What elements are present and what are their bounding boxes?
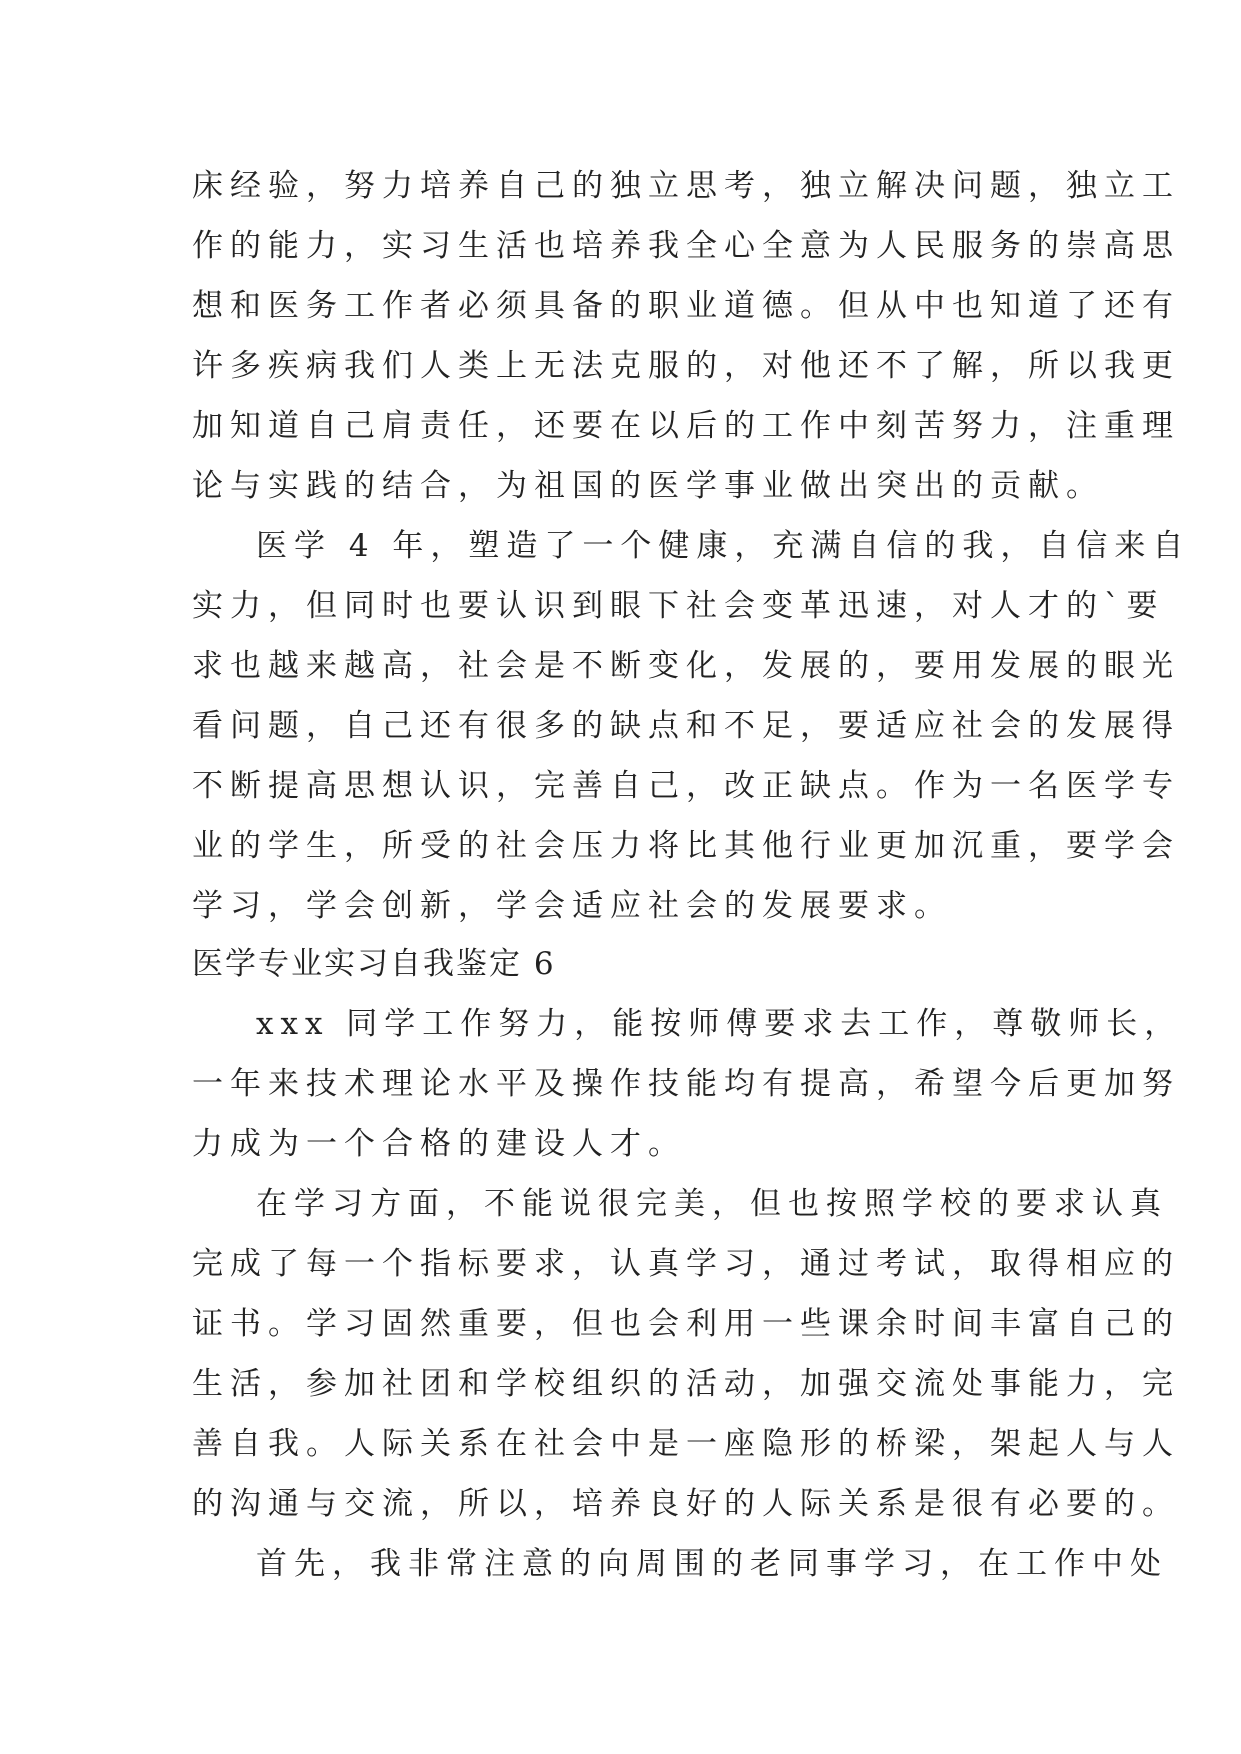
- paragraph-line: 论与实践的结合，为祖国的医学事业做出突出的贡献。: [192, 468, 1104, 504]
- paragraph-line: 一年来技术理论水平及操作技能均有提高，希望今后更加努: [192, 1066, 1180, 1102]
- paragraph-line: xxx 同学工作努力，能按师傅要求去工作，尊敬师长，: [256, 1006, 1183, 1042]
- paragraph-line: 看问题，自己还有很多的缺点和不足，要适应社会的发展得: [192, 708, 1180, 744]
- paragraph-line: 床经验，努力培养自己的独立思考，独立解决问题，独立工: [192, 168, 1180, 204]
- paragraph-line: 许多疾病我们人类上无法克服的，对他还不了解，所以我更: [192, 348, 1180, 384]
- paragraph-line: 学习，学会创新，学会适应社会的发展要求。: [192, 888, 952, 924]
- paragraph-line: 完成了每一个指标要求，认真学习，通过考试，取得相应的: [192, 1246, 1180, 1282]
- paragraph-line: 力成为一个合格的建设人才。: [192, 1126, 686, 1162]
- section-heading: 医学专业实习自我鉴定 6: [192, 946, 556, 982]
- paragraph-line: 业的学生，所受的社会压力将比其他行业更加沉重，要学会: [192, 828, 1180, 864]
- paragraph-line: 实力，但同时也要认识到眼下社会变革迅速，对人才的`要: [192, 588, 1165, 624]
- paragraph-line: 善自我。人际关系在社会中是一座隐形的桥梁，架起人与人: [192, 1426, 1180, 1462]
- paragraph-line: 的沟通与交流，所以，培养良好的人际关系是很有必要的。: [192, 1486, 1180, 1522]
- paragraph-line: 想和医务工作者必须具备的职业道德。但从中也知道了还有: [192, 288, 1180, 324]
- paragraph-line: 医学 4 年，塑造了一个健康，充满自信的我，自信来自: [256, 528, 1191, 564]
- paragraph-line: 证书。学习固然重要，但也会利用一些课余时间丰富自己的: [192, 1306, 1180, 1342]
- paragraph-line: 生活，参加社团和学校组织的活动，加强交流处事能力，完: [192, 1366, 1180, 1402]
- paragraph-line: 不断提高思想认识，完善自己，改正缺点。作为一名医学专: [192, 768, 1180, 804]
- paragraph-line: 首先，我非常注意的向周围的老同事学习，在工作中处: [256, 1546, 1168, 1582]
- paragraph-line: 加知道自己肩责任，还要在以后的工作中刻苦努力，注重理: [192, 408, 1180, 444]
- paragraph-line: 作的能力，实习生活也培养我全心全意为人民服务的崇高思: [192, 228, 1180, 264]
- paragraph-line: 求也越来越高，社会是不断变化，发展的，要用发展的眼光: [192, 648, 1180, 684]
- paragraph-line: 在学习方面，不能说很完美，但也按照学校的要求认真: [256, 1186, 1168, 1222]
